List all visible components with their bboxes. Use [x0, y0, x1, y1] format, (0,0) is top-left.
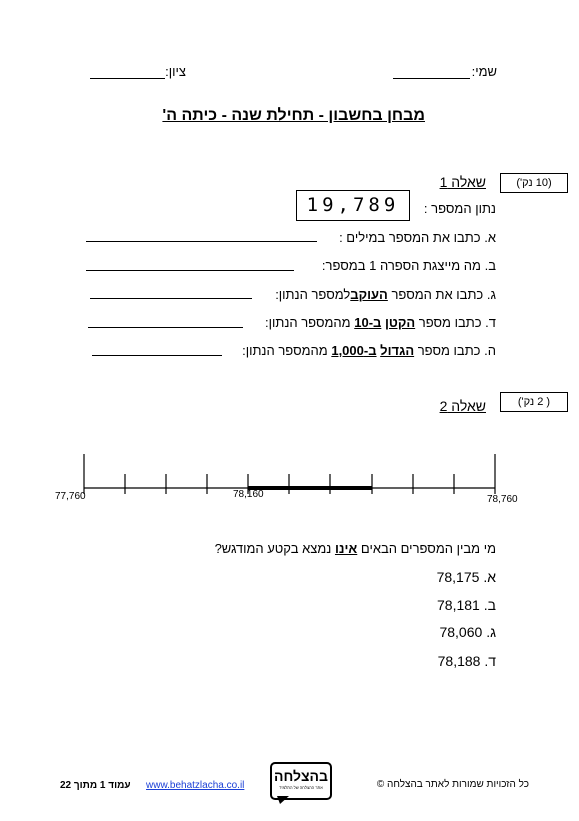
q1-number: 19,789 — [306, 194, 400, 216]
grade-line[interactable] — [90, 78, 165, 79]
q2-option-b-letter: ב. — [483, 597, 496, 613]
q1-answer-b[interactable] — [86, 270, 294, 271]
q2-points: ( 2 נק') — [517, 396, 551, 408]
q1-item-c-letter: ג. — [486, 287, 496, 302]
footer-rights: כל הזכויות שמורות לאתר בהצלחה © — [376, 779, 529, 790]
logo-pointer — [277, 796, 291, 806]
q1-item-e-bold1: הגדול — [380, 343, 415, 358]
q1-item-d-bold2: ב-10 — [354, 315, 382, 330]
q1-item-a-letter: א. — [484, 230, 496, 245]
grade-label: ציון: — [165, 64, 186, 79]
q2-points-box — [500, 392, 568, 412]
tick-label-left: 77,760 — [55, 491, 86, 502]
page-title: מבחן בחשבון - תחילת שנה - כיתה ה' — [162, 107, 425, 124]
q2-option-b-value: 78,181 — [437, 597, 480, 613]
name-line[interactable] — [393, 78, 470, 79]
q1-number-box — [296, 190, 410, 221]
footer-page: עמוד 1 מתוך 22 — [60, 780, 131, 791]
q1-points-box — [500, 173, 568, 193]
logo — [270, 762, 332, 800]
q1-item-e-bold2: ב-1,000 — [331, 343, 377, 358]
q1-item-c-pre: כתבו את המספר — [391, 287, 484, 302]
q2-question-bold: אינו — [334, 541, 358, 556]
q1-answer-c[interactable] — [90, 298, 252, 299]
q1-item-a-text: כתבו את המספר במילים : — [339, 230, 481, 245]
q1-item-b-letter: ב. — [484, 258, 496, 273]
q2-question-post: נמצא בקטע המודגש? — [214, 541, 332, 556]
q1-item-e-post: מהמספר הנתון: — [242, 343, 328, 358]
name-label: שמי: — [471, 64, 497, 79]
q1-answer-d[interactable] — [88, 327, 243, 328]
footer-url[interactable]: www.behatzlacha.co.il — [146, 780, 245, 791]
q1-item-d-letter: ד. — [485, 315, 496, 330]
q2-option-b[interactable] — [437, 597, 496, 613]
q1-item-d-bold1: הקטן — [384, 315, 416, 330]
q1-given-label: נתון המספר : — [423, 201, 496, 216]
q1-item-c-bold: העוקב — [350, 287, 388, 302]
q1-item-d — [265, 315, 496, 330]
q1-item-b — [322, 258, 496, 273]
q1-label: שאלה 1 — [439, 174, 486, 190]
q1-item-c — [275, 287, 496, 302]
q1-answer-a[interactable] — [86, 241, 317, 242]
q1-item-a — [339, 230, 496, 245]
q2-option-a-value: 78,175 — [436, 569, 480, 585]
q1-points: (10 נק') — [516, 177, 552, 189]
q2-option-d[interactable] — [438, 653, 496, 669]
q1-item-d-pre: כתבו מספר — [418, 315, 482, 330]
q2-option-c-letter: ג. — [486, 624, 496, 640]
q1-item-b-text: מה מייצגת הספרה 1 במספר: — [321, 258, 481, 273]
q2-option-a[interactable] — [437, 569, 496, 585]
q1-item-e — [242, 343, 496, 358]
tick-label-middle: 78,160 — [233, 489, 264, 500]
logo-text: בהצלחה — [274, 768, 328, 784]
q1-item-d-post: מהמספר הנתון: — [264, 315, 351, 330]
q1-item-e-letter: ה. — [484, 343, 496, 358]
q2-question-pre: מי מבין המספרים הבאים — [360, 541, 496, 556]
q2-option-a-letter: א. — [483, 569, 496, 585]
q2-option-c[interactable] — [439, 624, 496, 640]
q2-option-d-letter: ד. — [484, 653, 496, 669]
q2-question — [215, 541, 496, 556]
q1-answer-e[interactable] — [92, 355, 222, 356]
q1-item-c-post: למספר הנתון: — [275, 287, 351, 302]
q2-option-c-value: 78,060 — [439, 624, 483, 640]
q1-item-e-pre: כתבו מספר — [417, 343, 481, 358]
q2-option-d-value: 78,188 — [437, 653, 481, 669]
q2-label: שאלה 2 — [439, 398, 486, 414]
tick-label-right: 78,760 — [487, 494, 518, 505]
logo-sub: אתר ההצלחה של התלמיד — [279, 785, 323, 790]
